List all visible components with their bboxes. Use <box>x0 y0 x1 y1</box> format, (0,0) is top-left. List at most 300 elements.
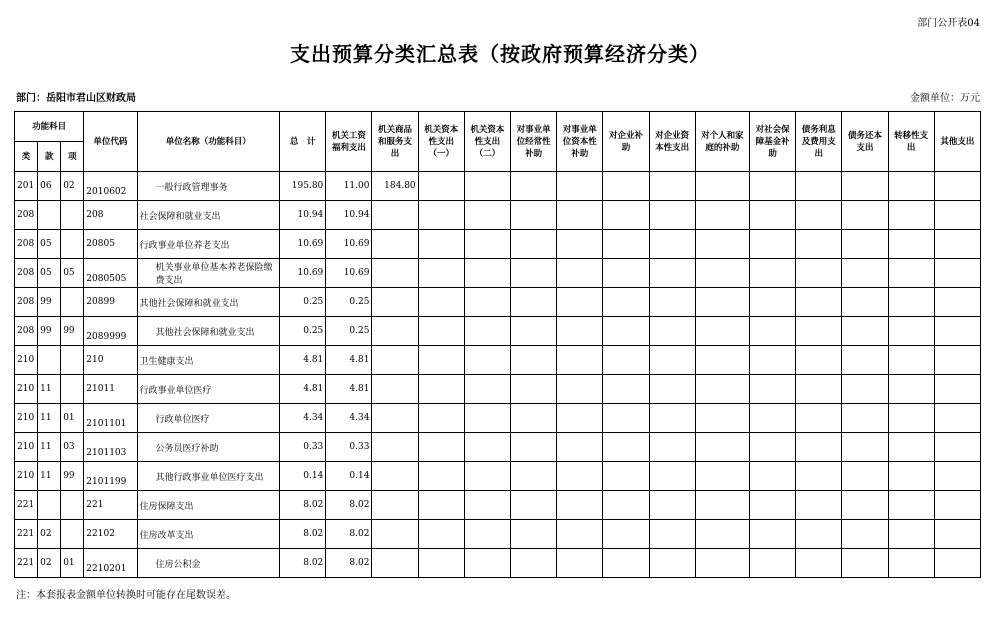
cell-c10 <box>750 404 796 433</box>
header-c14: 其他支出 <box>934 112 980 172</box>
cell-c4 <box>464 462 510 491</box>
cell-c4 <box>464 230 510 259</box>
cell-c6 <box>557 433 603 462</box>
cell-kuan: 11 <box>38 375 61 404</box>
cell-c8 <box>649 433 695 462</box>
table-row <box>15 433 981 462</box>
cell-c12 <box>842 491 888 520</box>
cell-c14 <box>934 201 980 230</box>
cell-c13 <box>888 520 934 549</box>
cell-name: 行政事业单位养老支出 <box>137 230 280 259</box>
cell-kuan <box>38 346 61 375</box>
cell-total: 4.34 <box>280 404 326 433</box>
cell-kuan <box>38 491 61 520</box>
cell-c12 <box>842 317 888 346</box>
cell-c13 <box>888 433 934 462</box>
cell-c5 <box>511 462 557 491</box>
cell-kuan: 99 <box>38 317 61 346</box>
table-row <box>15 404 981 433</box>
cell-c1: 4.81 <box>326 346 372 375</box>
cell-c4 <box>464 520 510 549</box>
cell-xiang <box>61 375 84 404</box>
page-title: 支出预算分类汇总表（按政府预算经济分类） <box>290 42 710 66</box>
cell-code: 22102 <box>84 520 137 549</box>
cell-c5 <box>511 172 557 201</box>
table-row <box>15 288 981 317</box>
cell-code: 2080505 <box>84 259 137 288</box>
cell-c3 <box>418 172 464 201</box>
cell-c14 <box>934 288 980 317</box>
cell-kuan: 11 <box>38 433 61 462</box>
cell-total: 195.80 <box>280 172 326 201</box>
cell-c6 <box>557 317 603 346</box>
cell-c7 <box>603 317 649 346</box>
cell-c5 <box>511 317 557 346</box>
table-row <box>15 346 981 375</box>
cell-c6 <box>557 288 603 317</box>
cell-c8 <box>649 172 695 201</box>
header-func-subject: 功能科目 <box>15 112 84 142</box>
cell-kuan: 05 <box>38 259 61 288</box>
header-c7: 对企业补助 <box>603 112 649 172</box>
cell-c5 <box>511 375 557 404</box>
cell-c3 <box>418 317 464 346</box>
table-row <box>15 520 981 549</box>
header-lei: 类 <box>15 142 38 172</box>
cell-c14 <box>934 346 980 375</box>
header-c10: 对社会保障基金补助 <box>750 112 796 172</box>
cell-c6 <box>557 491 603 520</box>
header-kuan: 款 <box>38 142 61 172</box>
cell-c14 <box>934 491 980 520</box>
cell-c9 <box>695 404 749 433</box>
cell-c13 <box>888 462 934 491</box>
cell-c3 <box>418 520 464 549</box>
cell-lei: 208 <box>15 230 38 259</box>
cell-total: 4.81 <box>280 346 326 375</box>
header-xiang: 项 <box>61 142 84 172</box>
header-c9: 对个人和家庭的补助 <box>695 112 749 172</box>
cell-name: 其他行政事业单位医疗支出 <box>137 462 280 491</box>
cell-c5 <box>511 491 557 520</box>
cell-c9 <box>695 230 749 259</box>
cell-kuan: 02 <box>38 549 61 578</box>
table-row <box>15 230 981 259</box>
cell-c5 <box>511 230 557 259</box>
cell-c5 <box>511 346 557 375</box>
cell-code: 20805 <box>84 230 137 259</box>
header-c2: 机关商品和服务支出 <box>372 112 418 172</box>
cell-c10 <box>750 201 796 230</box>
cell-c5 <box>511 201 557 230</box>
cell-lei: 210 <box>15 433 38 462</box>
cell-c1: 0.33 <box>326 433 372 462</box>
cell-c3 <box>418 201 464 230</box>
cell-c9 <box>695 549 749 578</box>
header-c5: 对事业单位经常性补助 <box>511 112 557 172</box>
header-unit-name: 单位名称（功能科目） <box>137 112 280 172</box>
table-row <box>15 491 981 520</box>
cell-total: 10.69 <box>280 259 326 288</box>
cell-c5 <box>511 288 557 317</box>
cell-c12 <box>842 375 888 404</box>
header-unit-code: 单位代码 <box>84 112 137 172</box>
cell-c13 <box>888 375 934 404</box>
cell-c11 <box>796 549 842 578</box>
cell-c12 <box>842 433 888 462</box>
cell-name: 其他社会保障和就业支出 <box>137 288 280 317</box>
cell-c1: 10.69 <box>326 230 372 259</box>
cell-c12 <box>842 404 888 433</box>
cell-c4 <box>464 259 510 288</box>
table-row <box>15 375 981 404</box>
cell-c13 <box>888 491 934 520</box>
cell-c7 <box>603 346 649 375</box>
cell-name: 行政单位医疗 <box>137 404 280 433</box>
cell-c2 <box>372 491 418 520</box>
cell-c2 <box>372 462 418 491</box>
cell-c6 <box>557 462 603 491</box>
cell-c12 <box>842 172 888 201</box>
cell-c8 <box>649 462 695 491</box>
cell-c3 <box>418 404 464 433</box>
header-c8: 对企业资本性支出 <box>649 112 695 172</box>
cell-c9 <box>695 433 749 462</box>
cell-xiang: 05 <box>61 259 84 288</box>
budget-table <box>14 111 981 578</box>
cell-c12 <box>842 520 888 549</box>
cell-c10 <box>750 317 796 346</box>
cell-c13 <box>888 172 934 201</box>
cell-total: 4.81 <box>280 375 326 404</box>
cell-c6 <box>557 201 603 230</box>
cell-c6 <box>557 259 603 288</box>
footnote: 注：本套报表金额单位转换时可能存在尾数误差。 <box>16 590 236 601</box>
cell-c4 <box>464 317 510 346</box>
cell-xiang <box>61 230 84 259</box>
cell-name: 公务员医疗补助 <box>137 433 280 462</box>
cell-c3 <box>418 491 464 520</box>
cell-code: 221 <box>84 491 137 520</box>
amount-unit-label: 金额单位：万元 <box>910 93 980 104</box>
cell-c12 <box>842 201 888 230</box>
cell-lei: 208 <box>15 259 38 288</box>
cell-c2 <box>372 259 418 288</box>
cell-name: 住房改革支出 <box>137 520 280 549</box>
cell-c1: 8.02 <box>326 549 372 578</box>
cell-c13 <box>888 201 934 230</box>
cell-c2 <box>372 201 418 230</box>
header-c6: 对事业单位资本性补助 <box>557 112 603 172</box>
cell-c8 <box>649 201 695 230</box>
cell-code: 2210201 <box>84 549 137 578</box>
cell-c14 <box>934 404 980 433</box>
cell-name: 机关事业单位基本养老保险缴费支出 <box>137 259 280 288</box>
cell-code: 2101101 <box>84 404 137 433</box>
cell-c11 <box>796 375 842 404</box>
cell-c11 <box>796 520 842 549</box>
cell-c9 <box>695 172 749 201</box>
cell-c1: 4.34 <box>326 404 372 433</box>
cell-c2 <box>372 520 418 549</box>
cell-c11 <box>796 491 842 520</box>
cell-c8 <box>649 520 695 549</box>
cell-lei: 208 <box>15 317 38 346</box>
cell-c13 <box>888 259 934 288</box>
cell-c9 <box>695 520 749 549</box>
cell-code: 21011 <box>84 375 137 404</box>
cell-c10 <box>750 462 796 491</box>
cell-code: 208 <box>84 201 137 230</box>
cell-c11 <box>796 172 842 201</box>
cell-lei: 208 <box>15 288 38 317</box>
table-number-label: 部门公开表04 <box>917 18 980 29</box>
cell-c7 <box>603 230 649 259</box>
cell-total: 10.94 <box>280 201 326 230</box>
cell-name: 其他社会保障和就业支出 <box>137 317 280 346</box>
cell-c4 <box>464 433 510 462</box>
cell-lei: 210 <box>15 375 38 404</box>
cell-c1: 0.25 <box>326 317 372 346</box>
cell-c7 <box>603 549 649 578</box>
cell-lei: 221 <box>15 520 38 549</box>
cell-c9 <box>695 491 749 520</box>
cell-c1: 0.25 <box>326 288 372 317</box>
cell-c8 <box>649 375 695 404</box>
cell-c2 <box>372 288 418 317</box>
cell-xiang <box>61 491 84 520</box>
cell-c7 <box>603 288 649 317</box>
cell-c13 <box>888 317 934 346</box>
cell-c11 <box>796 259 842 288</box>
cell-c10 <box>750 259 796 288</box>
cell-c14 <box>934 172 980 201</box>
cell-c6 <box>557 375 603 404</box>
cell-code: 210 <box>84 346 137 375</box>
header-c12: 债务还本支出 <box>842 112 888 172</box>
cell-xiang <box>61 346 84 375</box>
cell-lei: 210 <box>15 404 38 433</box>
table-row <box>15 259 981 288</box>
cell-c13 <box>888 288 934 317</box>
cell-c3 <box>418 346 464 375</box>
cell-xiang: 99 <box>61 317 84 346</box>
cell-c14 <box>934 259 980 288</box>
cell-c6 <box>557 549 603 578</box>
cell-c14 <box>934 549 980 578</box>
cell-c14 <box>934 462 980 491</box>
cell-c13 <box>888 230 934 259</box>
cell-xiang <box>61 201 84 230</box>
cell-c10 <box>750 288 796 317</box>
cell-lei: 210 <box>15 462 38 491</box>
header-total: 总 计 <box>280 112 326 172</box>
cell-c5 <box>511 259 557 288</box>
cell-c4 <box>464 201 510 230</box>
cell-c11 <box>796 404 842 433</box>
table-row <box>15 462 981 491</box>
cell-xiang: 01 <box>61 549 84 578</box>
cell-c9 <box>695 375 749 404</box>
cell-c11 <box>796 201 842 230</box>
cell-c6 <box>557 346 603 375</box>
cell-c3 <box>418 375 464 404</box>
cell-c8 <box>649 230 695 259</box>
cell-name: 住房保障支出 <box>137 491 280 520</box>
cell-c4 <box>464 288 510 317</box>
cell-xiang <box>61 520 84 549</box>
cell-c7 <box>603 375 649 404</box>
cell-c10 <box>750 520 796 549</box>
cell-kuan: 11 <box>38 404 61 433</box>
cell-code: 2089999 <box>84 317 137 346</box>
cell-c1: 11.00 <box>326 172 372 201</box>
cell-c11 <box>796 433 842 462</box>
cell-c7 <box>603 433 649 462</box>
cell-c1: 8.02 <box>326 491 372 520</box>
cell-c3 <box>418 230 464 259</box>
cell-c7 <box>603 491 649 520</box>
cell-c6 <box>557 172 603 201</box>
cell-c6 <box>557 230 603 259</box>
cell-lei: 221 <box>15 491 38 520</box>
cell-c4 <box>464 491 510 520</box>
cell-c10 <box>750 230 796 259</box>
cell-xiang: 03 <box>61 433 84 462</box>
cell-c7 <box>603 462 649 491</box>
cell-c10 <box>750 491 796 520</box>
cell-code: 2101199 <box>84 462 137 491</box>
cell-c2 <box>372 346 418 375</box>
cell-c3 <box>418 549 464 578</box>
cell-c5 <box>511 433 557 462</box>
cell-c14 <box>934 520 980 549</box>
cell-c3 <box>418 288 464 317</box>
cell-c11 <box>796 462 842 491</box>
cell-c8 <box>649 346 695 375</box>
cell-c13 <box>888 404 934 433</box>
cell-name: 社会保障和就业支出 <box>137 201 280 230</box>
cell-c8 <box>649 259 695 288</box>
cell-c9 <box>695 462 749 491</box>
cell-c3 <box>418 433 464 462</box>
cell-c9 <box>695 288 749 317</box>
cell-c2 <box>372 317 418 346</box>
cell-code: 20899 <box>84 288 137 317</box>
cell-c12 <box>842 230 888 259</box>
cell-c1: 10.69 <box>326 259 372 288</box>
cell-c14 <box>934 230 980 259</box>
cell-c13 <box>888 346 934 375</box>
cell-c8 <box>649 549 695 578</box>
cell-c8 <box>649 491 695 520</box>
cell-lei: 221 <box>15 549 38 578</box>
cell-c3 <box>418 259 464 288</box>
cell-c2 <box>372 375 418 404</box>
cell-total: 8.02 <box>280 491 326 520</box>
cell-xiang: 99 <box>61 462 84 491</box>
cell-c10 <box>750 549 796 578</box>
cell-c4 <box>464 404 510 433</box>
cell-c8 <box>649 288 695 317</box>
cell-c8 <box>649 317 695 346</box>
cell-c2 <box>372 404 418 433</box>
cell-c10 <box>750 433 796 462</box>
cell-kuan: 11 <box>38 462 61 491</box>
cell-c1: 0.14 <box>326 462 372 491</box>
cell-c7 <box>603 201 649 230</box>
header-c13: 转移性支出 <box>888 112 934 172</box>
cell-total: 0.25 <box>280 288 326 317</box>
cell-c14 <box>934 317 980 346</box>
cell-c9 <box>695 346 749 375</box>
header-c1: 机关工资福利支出 <box>326 112 372 172</box>
cell-c14 <box>934 433 980 462</box>
cell-c2 <box>372 433 418 462</box>
cell-c4 <box>464 375 510 404</box>
cell-kuan: 02 <box>38 520 61 549</box>
cell-c5 <box>511 549 557 578</box>
cell-c10 <box>750 172 796 201</box>
cell-c4 <box>464 549 510 578</box>
cell-total: 8.02 <box>280 520 326 549</box>
table-row <box>15 317 981 346</box>
cell-c12 <box>842 346 888 375</box>
cell-c5 <box>511 520 557 549</box>
cell-c13 <box>888 549 934 578</box>
cell-c4 <box>464 346 510 375</box>
cell-c4 <box>464 172 510 201</box>
table-row <box>15 172 981 201</box>
cell-c6 <box>557 520 603 549</box>
cell-c12 <box>842 549 888 578</box>
cell-lei: 208 <box>15 201 38 230</box>
cell-name: 一般行政管理事务 <box>137 172 280 201</box>
cell-c9 <box>695 317 749 346</box>
cell-total: 0.33 <box>280 433 326 462</box>
cell-c1: 4.81 <box>326 375 372 404</box>
cell-c7 <box>603 404 649 433</box>
header-c11: 债务利息及费用支出 <box>796 112 842 172</box>
cell-c5 <box>511 404 557 433</box>
cell-lei: 210 <box>15 346 38 375</box>
cell-xiang: 02 <box>61 172 84 201</box>
cell-lei: 201 <box>15 172 38 201</box>
cell-name: 卫生健康支出 <box>137 346 280 375</box>
cell-c6 <box>557 404 603 433</box>
table-row <box>15 201 981 230</box>
cell-c3 <box>418 462 464 491</box>
cell-xiang: 01 <box>61 404 84 433</box>
cell-c10 <box>750 375 796 404</box>
cell-kuan: 99 <box>38 288 61 317</box>
cell-c14 <box>934 375 980 404</box>
cell-c11 <box>796 317 842 346</box>
cell-kuan: 05 <box>38 230 61 259</box>
cell-total: 10.69 <box>280 230 326 259</box>
cell-c1: 8.02 <box>326 520 372 549</box>
cell-name: 行政事业单位医疗 <box>137 375 280 404</box>
cell-c2 <box>372 230 418 259</box>
cell-c8 <box>649 404 695 433</box>
cell-c7 <box>603 172 649 201</box>
header-c4: 机关资本性支出（二） <box>464 112 510 172</box>
cell-c10 <box>750 346 796 375</box>
cell-total: 0.14 <box>280 462 326 491</box>
cell-c11 <box>796 288 842 317</box>
header-c3: 机关资本性支出（一） <box>418 112 464 172</box>
cell-c1: 10.94 <box>326 201 372 230</box>
